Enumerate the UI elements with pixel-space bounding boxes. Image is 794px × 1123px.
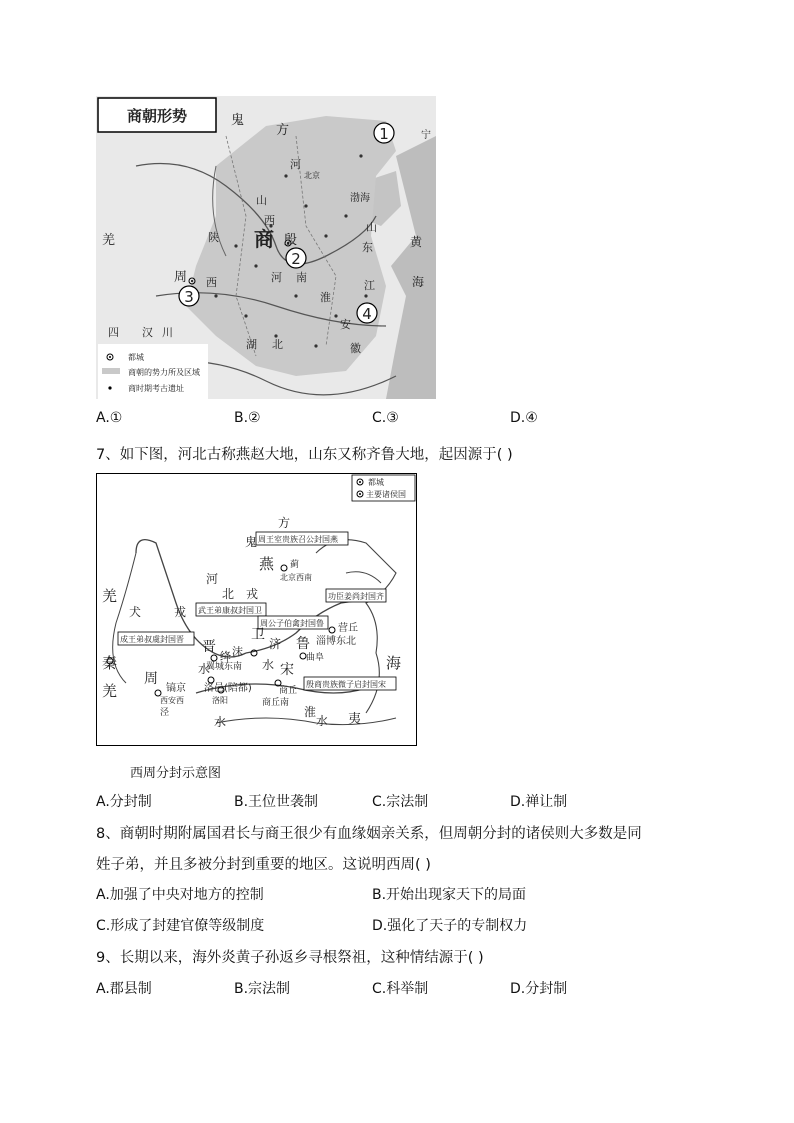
map2-label-fang: 方 (278, 516, 291, 530)
svg-text:3: 3 (184, 288, 194, 306)
map1-label-dong: 东 (362, 241, 373, 254)
map2-label-ji2: 济 (269, 637, 282, 651)
map2-label-wei: 卫 (251, 627, 265, 643)
q9-stem: 9、长期以来，海外炎黄子孙返乡寻根祭祖，这种情结源于( ) (96, 950, 484, 966)
map1-label-bohai: 渤海 (350, 193, 370, 204)
map1-label-shanxi: 陕 (208, 231, 219, 244)
map2-label-haojing: 镐京 (166, 683, 186, 694)
map1-label-shan2: 山 (366, 221, 377, 234)
q7-option-c[interactable]: C.宗法制 (372, 794, 429, 810)
q8-option-b[interactable]: B.开始出现家天下的局面 (372, 887, 527, 903)
q6-option-b[interactable]: B.② (234, 410, 261, 426)
map1-label-han: 汉 (142, 326, 153, 339)
svg-text:2: 2 (291, 250, 301, 268)
q9-option-d[interactable]: D.分封制 (510, 981, 568, 997)
box-yan: 周王室贵族召公封国燕 (258, 535, 338, 544)
map1-label-gui: 鬼 (231, 113, 245, 128)
box-lu: 周公子伯禽封国鲁 (260, 619, 324, 628)
map1-label-ning: 宁 (421, 130, 431, 141)
map2-label-rong2: 戎 (174, 605, 187, 619)
map1-label-beijing: 北京 (304, 171, 320, 180)
map2-label-yan: 燕 (259, 555, 275, 573)
map2-label-rong1: 戎 (246, 587, 259, 601)
map2-label-zibo: 淄博东北 (316, 636, 356, 647)
map2-legend-capital: 都城 (368, 478, 384, 487)
q9-option-b[interactable]: B.宗法制 (234, 981, 291, 997)
map2-label-jiang: 绛 (220, 650, 231, 663)
map1-label-zhou: 周 (174, 270, 188, 285)
q8-option-d[interactable]: D.强化了天子的专制权力 (372, 918, 528, 934)
svg-text:1: 1 (379, 125, 389, 143)
map2-caption: 西周分封示意图 (130, 766, 222, 781)
map2-label-lu: 鲁 (296, 636, 310, 652)
map1-label-hai: 海 (412, 275, 425, 289)
marker-3 (179, 286, 199, 306)
map2-label-beijingxinan: 北京西南 (280, 573, 312, 582)
map1-label-he2: 河 (271, 271, 282, 284)
map2-label-shui3: 水 (214, 715, 227, 729)
map1-label-huang: 黄 (410, 235, 423, 249)
map2-label-jin: 晋 (202, 639, 216, 655)
box-qi: 功臣姜尚封国齐 (328, 592, 384, 601)
map2-label-qiang1: 羌 (102, 587, 118, 605)
map1-label-qiang: 羌 (102, 233, 116, 248)
map2-legend-state: 主要诸侯国 (366, 490, 406, 499)
map1-legend-capital: 都城 (128, 353, 144, 362)
map2-label-shangqiu: 商丘 (279, 686, 298, 696)
map1-label-xi2: 西 (206, 276, 217, 289)
q7-option-a[interactable]: A.分封制 (96, 794, 152, 810)
map2-label-bei: 北 (222, 587, 235, 601)
q7-stem: 7、如下图，河北古称燕赵大地，山东又称齐鲁大地，起因源于( ) (96, 447, 513, 463)
marker-4 (357, 303, 377, 323)
map2-label-mo: 沫 (232, 645, 243, 658)
map2-label-shui: 水 (262, 658, 275, 672)
map1-legend-site: 商时期考古遗址 (128, 384, 184, 393)
map2-label-hai: 海 (386, 654, 402, 672)
map1-label-he: 河 (290, 158, 301, 171)
map1-label-yin: 殷 (284, 233, 298, 248)
map1-label-hu: 湖 (246, 338, 257, 351)
map1-label-chuan: 川 (162, 326, 173, 339)
map1-label-shan: 山 (256, 194, 267, 207)
map2-label-shui4: 水 (198, 662, 211, 676)
map1-label-bei: 北 (272, 338, 283, 351)
map1-label-hui: 徽 (350, 342, 361, 355)
map1-label-huai: 淮 (320, 291, 331, 304)
map1-title: 商朝形势 (126, 107, 188, 125)
map1-label-nan: 南 (296, 271, 307, 284)
map2-label-qin: 秦 (102, 654, 118, 672)
q8-stem-line2: 姓子弟，并且多被分封到重要的地区。这说明西周( ) (96, 857, 431, 873)
map2-label-shangqiunan: 商丘南 (262, 698, 290, 708)
map2-label-shui2: 水 (316, 714, 329, 728)
q9-option-c[interactable]: C.科举制 (372, 981, 429, 997)
svg-text:4: 4 (362, 305, 372, 323)
map1-label-xi: 西 (264, 214, 275, 227)
map2-label-luoyi: 洛邑(陪都) (204, 683, 252, 694)
q7-option-d[interactable]: D.禅让制 (510, 794, 568, 810)
q8-option-c[interactable]: C.形成了封建官僚等级制度 (96, 918, 265, 934)
box-song: 殷商贵族微子启封国宋 (306, 680, 386, 689)
q8-stem-line1: 8、商朝时期附属国君长与商王很少有血缘姻亲关系，但周朝分封的诸侯则大多数是同 (96, 826, 642, 842)
marker-2 (286, 248, 306, 268)
map2-label-quan: 犬 (129, 605, 142, 619)
box-jin: 成王弟叔虞封国晋 (120, 635, 184, 644)
shang-dynasty-map (96, 96, 436, 399)
map2-label-qufu: 曲阜 (306, 653, 325, 663)
map2-label-jing: 泾 (160, 708, 170, 718)
map2-label-qiang2: 羌 (102, 682, 118, 700)
q6-option-d[interactable]: D.④ (510, 410, 538, 426)
map1-label-fang: 方 (276, 123, 290, 138)
map1-legend-area: 商朝的势力所及区域 (128, 368, 200, 377)
map2-label-luoyang: 洛阳 (212, 696, 228, 705)
q6-option-a[interactable]: A.① (96, 410, 123, 426)
map1-label-si: 四 (108, 326, 119, 339)
map1-label-jiang: 江 (364, 279, 375, 292)
marker-1 (374, 123, 394, 143)
q9-option-a[interactable]: A.郡县制 (96, 981, 152, 997)
map2-label-yicheng: 翼城东南 (206, 662, 243, 672)
map2-label-song: 宋 (280, 662, 294, 678)
map2-label-zhou: 周 (144, 671, 158, 687)
map2-label-gui: 鬼 (245, 535, 258, 549)
western-zhou-map (96, 473, 417, 746)
q7-option-b[interactable]: B.王位世袭制 (234, 794, 319, 810)
map2-label-he: 河 (206, 572, 219, 586)
map2-label-xianxi: 西安西 (160, 696, 184, 705)
q6-option-c[interactable]: C.③ (372, 410, 399, 426)
map1-label-an: 安 (340, 318, 351, 331)
map2-label-huai: 淮 (304, 705, 317, 719)
box-wei: 武王弟康叔封国卫 (198, 606, 262, 615)
map2-label-yi: 夷 (348, 712, 362, 727)
map2-label-yingqiu: 营丘 (338, 623, 358, 634)
q8-option-a[interactable]: A.加强了中央对地方的控制 (96, 887, 264, 903)
map2-label-ji: 蓟 (290, 560, 300, 570)
map1-label-shang: 商 (254, 227, 274, 251)
